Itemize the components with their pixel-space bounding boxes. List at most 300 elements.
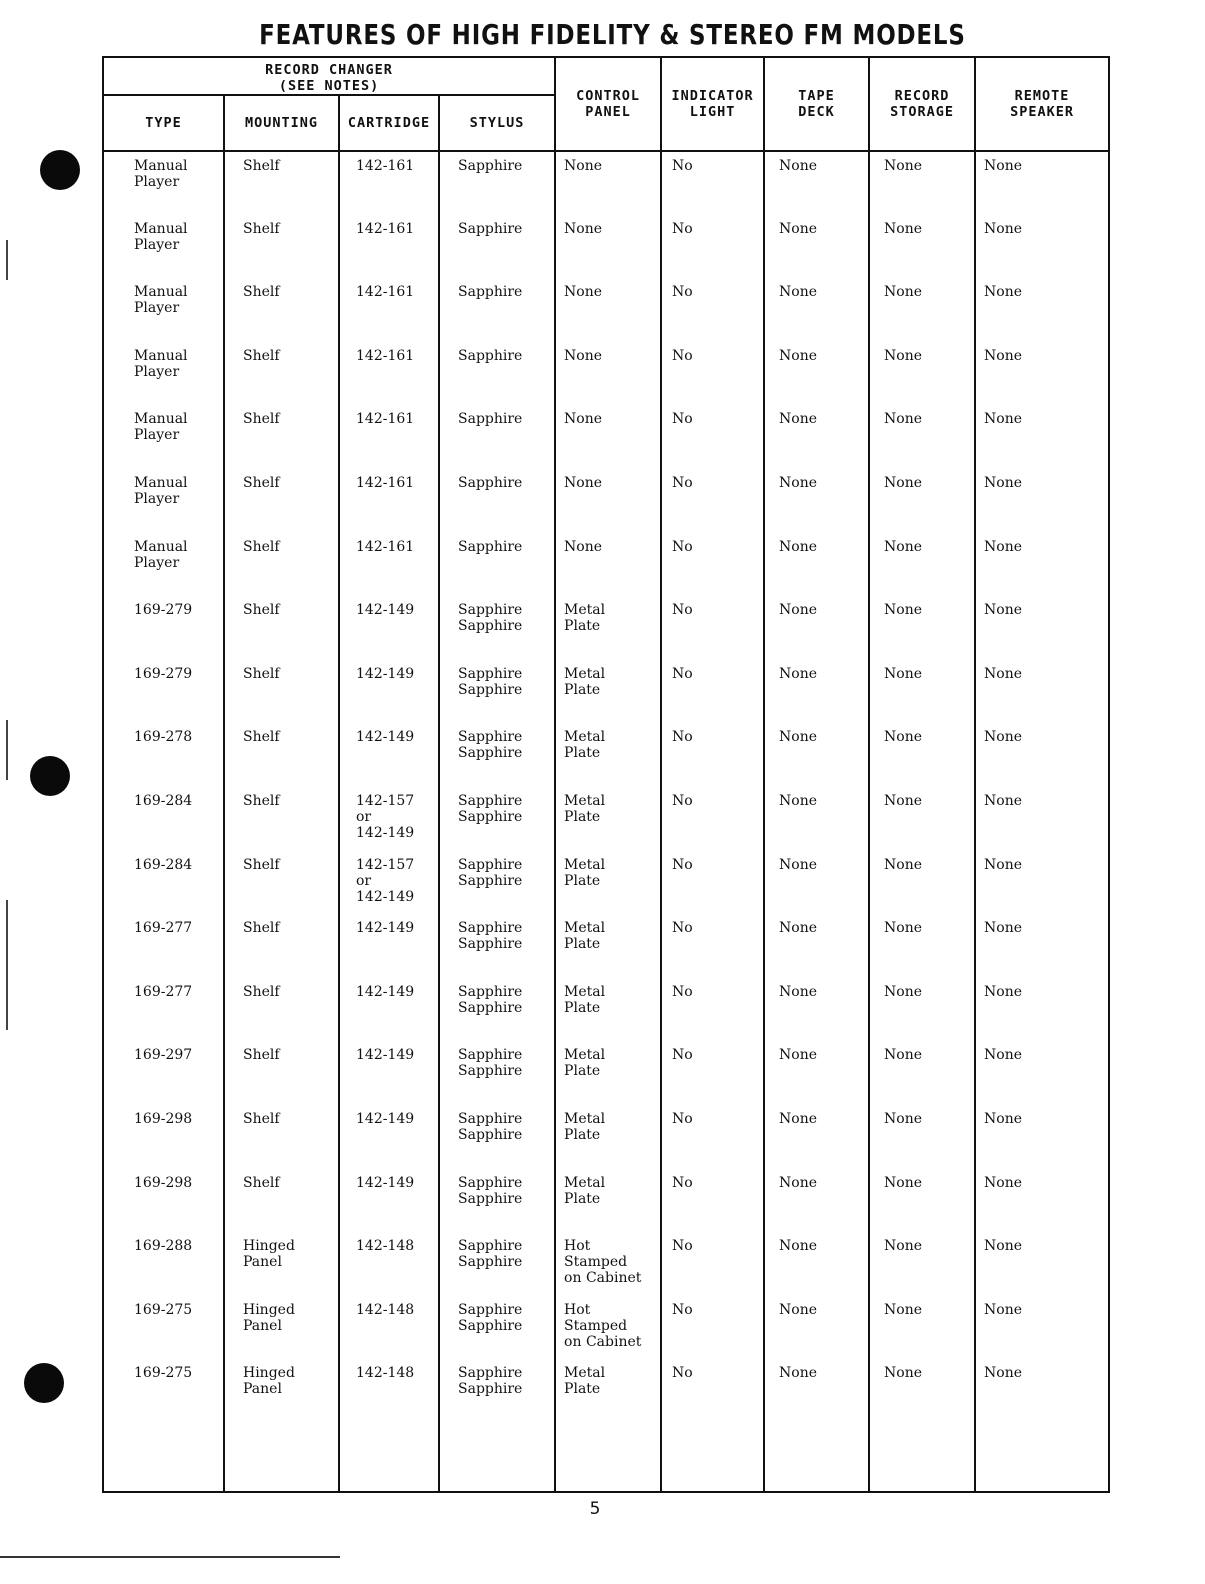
cell-tape-deck-text: None	[779, 665, 818, 682]
cell-control-panel	[555, 278, 661, 342]
cell-control-panel-text: Metal Plate	[564, 602, 606, 635]
cell-tape-deck-text: None	[779, 284, 818, 301]
cell-remote-speaker	[975, 1296, 1109, 1360]
cell-record-storage	[869, 978, 975, 1042]
cell-stylus-text: Sapphire	[458, 158, 523, 174]
cell-control-panel	[555, 533, 661, 597]
cell-type	[103, 151, 224, 215]
cell-remote-speaker-text: None	[984, 474, 1023, 491]
cell-control-panel	[555, 151, 661, 215]
cell-remote-speaker	[975, 151, 1109, 215]
cell-tape-deck	[764, 596, 869, 660]
cell-record-storage-text: None	[884, 347, 923, 364]
cell-type	[103, 787, 224, 851]
cell-control-panel-text: Metal Plate	[564, 665, 606, 698]
cell-mounting-text: Hinged Panel	[243, 1238, 295, 1271]
cell-mounting	[224, 215, 339, 279]
cell-type	[103, 533, 224, 597]
cell-stylus-text: Sapphire Sapphire	[458, 602, 523, 635]
cell-record-storage	[869, 405, 975, 469]
cell-remote-speaker-text: None	[984, 284, 1023, 301]
cell-cartridge-text: 142-148	[356, 1365, 415, 1382]
table-row	[103, 1359, 1109, 1423]
cell-control-panel	[555, 405, 661, 469]
cell-stylus-text: Sapphire Sapphire	[458, 1301, 523, 1334]
table-row	[103, 278, 1109, 342]
cell-cartridge-text: 142-149	[356, 983, 415, 1000]
cell-indicator-light	[661, 1169, 764, 1233]
margin-mark	[6, 720, 8, 780]
cell-stylus	[439, 1169, 555, 1233]
record-changer-group-header: RECORD CHANGER (SEE NOTES)	[103, 57, 555, 95]
cell-indicator-light-text: No	[672, 158, 693, 174]
cell-remote-speaker	[975, 596, 1109, 660]
cell-stylus	[439, 151, 555, 215]
cell-stylus	[439, 215, 555, 279]
cell-stylus	[439, 1359, 555, 1423]
cell-remote-speaker-text: None	[984, 983, 1023, 1000]
cell-cartridge	[339, 660, 439, 724]
cell-cartridge	[339, 1232, 439, 1296]
margin-mark	[6, 900, 8, 1030]
cell-tape-deck	[764, 533, 869, 597]
cell-record-storage	[869, 1169, 975, 1233]
cell-remote-speaker-text: None	[984, 347, 1023, 364]
cell-tape-deck-text: None	[779, 1301, 818, 1318]
cell-mounting	[224, 1041, 339, 1105]
cell-control-panel	[555, 1232, 661, 1296]
cell-cartridge-text: 142-157 or 142-149	[356, 792, 415, 841]
binder-hole-top	[40, 150, 80, 190]
cell-remote-speaker	[975, 469, 1109, 533]
margin-mark	[6, 240, 8, 280]
cell-stylus-text: Sapphire Sapphire	[458, 1365, 523, 1398]
cell-stylus	[439, 1105, 555, 1169]
empty-cell	[439, 1423, 555, 1492]
cell-cartridge	[339, 151, 439, 215]
cell-stylus-text: Sapphire Sapphire	[458, 1047, 523, 1080]
cell-control-panel	[555, 1041, 661, 1105]
cell-indicator-light	[661, 660, 764, 724]
cell-type	[103, 1169, 224, 1233]
cell-type	[103, 978, 224, 1042]
cell-tape-deck-text: None	[779, 474, 818, 491]
cell-stylus-text: Sapphire Sapphire	[458, 665, 523, 698]
cell-remote-speaker-text: None	[984, 158, 1023, 174]
cell-indicator-light-text: No	[672, 1301, 693, 1318]
cell-mounting	[224, 978, 339, 1042]
table-row	[103, 851, 1109, 915]
cell-indicator-light	[661, 533, 764, 597]
cell-indicator-light	[661, 151, 764, 215]
cell-cartridge	[339, 1041, 439, 1105]
cell-tape-deck	[764, 1169, 869, 1233]
cell-stylus-text: Sapphire Sapphire	[458, 1110, 523, 1143]
cell-indicator-light	[661, 1296, 764, 1360]
cell-tape-deck	[764, 342, 869, 406]
cell-stylus-text: Sapphire Sapphire	[458, 856, 523, 889]
cell-tape-deck-text: None	[779, 729, 818, 746]
cell-control-panel-text: None	[564, 158, 603, 174]
cell-remote-speaker	[975, 851, 1109, 915]
cell-record-storage-text: None	[884, 920, 923, 937]
cell-indicator-light-text: No	[672, 1365, 693, 1382]
cell-indicator-light	[661, 723, 764, 787]
cell-type	[103, 342, 224, 406]
cell-mounting	[224, 596, 339, 660]
table-row	[103, 1105, 1109, 1169]
cell-indicator-light-text: No	[672, 983, 693, 1000]
cell-record-storage-text: None	[884, 1365, 923, 1382]
cell-type-text: 169-277	[134, 920, 193, 937]
cell-cartridge-text: 142-161	[356, 284, 415, 301]
cell-type-text: 169-288	[134, 1238, 193, 1255]
cell-indicator-light	[661, 1041, 764, 1105]
cell-remote-speaker	[975, 1105, 1109, 1169]
cell-cartridge-text: 142-161	[356, 538, 415, 555]
cell-type-text: Manual Player	[134, 474, 188, 507]
cell-cartridge	[339, 342, 439, 406]
cell-type	[103, 914, 224, 978]
cell-control-panel-text: Metal Plate	[564, 729, 606, 762]
cell-type	[103, 1232, 224, 1296]
cell-mounting-text: Shelf	[243, 729, 280, 746]
cell-mounting	[224, 787, 339, 851]
cell-control-panel-text: Metal Plate	[564, 983, 606, 1016]
cell-indicator-light	[661, 787, 764, 851]
cell-type-text: 169-275	[134, 1301, 193, 1318]
cell-record-storage-text: None	[884, 1301, 923, 1318]
cell-stylus-text: Sapphire	[458, 284, 523, 301]
cell-tape-deck	[764, 151, 869, 215]
cell-remote-speaker	[975, 342, 1109, 406]
cell-stylus-text: Sapphire	[458, 347, 523, 364]
cell-tape-deck	[764, 1296, 869, 1360]
cell-mounting	[224, 914, 339, 978]
cell-tape-deck	[764, 278, 869, 342]
cell-remote-speaker	[975, 1041, 1109, 1105]
cell-indicator-light-text: No	[672, 1047, 693, 1064]
cell-mounting	[224, 151, 339, 215]
cell-cartridge	[339, 1169, 439, 1233]
cell-remote-speaker-text: None	[984, 411, 1023, 428]
cell-tape-deck-text: None	[779, 1047, 818, 1064]
cell-mounting	[224, 533, 339, 597]
table-row	[103, 723, 1109, 787]
cell-stylus-text: Sapphire Sapphire	[458, 920, 523, 953]
cell-remote-speaker-text: None	[984, 920, 1023, 937]
cell-record-storage-text: None	[884, 474, 923, 491]
cell-mounting	[224, 278, 339, 342]
cell-type-text: Manual Player	[134, 284, 188, 317]
cell-record-storage-text: None	[884, 792, 923, 809]
cell-tape-deck	[764, 851, 869, 915]
cell-remote-speaker-text: None	[984, 538, 1023, 555]
cell-stylus	[439, 596, 555, 660]
cell-mounting	[224, 1169, 339, 1233]
cell-mounting	[224, 405, 339, 469]
cell-record-storage-text: None	[884, 602, 923, 619]
cell-type-text: 169-279	[134, 602, 193, 619]
cell-record-storage	[869, 469, 975, 533]
cell-tape-deck	[764, 787, 869, 851]
cell-control-panel	[555, 1105, 661, 1169]
cell-stylus	[439, 914, 555, 978]
cell-stylus-text: Sapphire	[458, 538, 523, 555]
cell-record-storage	[869, 851, 975, 915]
cell-record-storage	[869, 1041, 975, 1105]
cell-tape-deck	[764, 723, 869, 787]
cell-remote-speaker-text: None	[984, 792, 1023, 809]
cell-stylus	[439, 278, 555, 342]
cell-stylus-text: Sapphire Sapphire	[458, 983, 523, 1016]
cell-mounting-text: Shelf	[243, 920, 280, 937]
cell-cartridge	[339, 215, 439, 279]
cell-record-storage	[869, 787, 975, 851]
cell-record-storage	[869, 1232, 975, 1296]
cell-remote-speaker	[975, 405, 1109, 469]
cell-mounting-text: Shelf	[243, 792, 280, 809]
cell-type	[103, 1105, 224, 1169]
cell-control-panel-text: Metal Plate	[564, 1110, 606, 1143]
cell-stylus-text: Sapphire	[458, 474, 523, 491]
cell-cartridge	[339, 278, 439, 342]
col-header-indicator-light: INDICATOR LIGHT	[661, 57, 764, 151]
cell-control-panel-text: None	[564, 411, 603, 428]
cell-stylus	[439, 533, 555, 597]
binder-hole-middle	[30, 756, 70, 796]
cell-cartridge-text: 142-148	[356, 1301, 415, 1318]
cell-type-text: 169-277	[134, 983, 193, 1000]
cell-cartridge-text: 142-148	[356, 1238, 415, 1255]
table-row	[103, 342, 1109, 406]
cell-remote-speaker	[975, 1169, 1109, 1233]
table-row	[103, 405, 1109, 469]
cell-control-panel	[555, 215, 661, 279]
cell-cartridge	[339, 469, 439, 533]
cell-record-storage-text: None	[884, 729, 923, 746]
cell-cartridge-text: 142-149	[356, 602, 415, 619]
cell-type	[103, 1041, 224, 1105]
table-body	[103, 151, 1109, 1492]
cell-type	[103, 405, 224, 469]
cell-indicator-light-text: No	[672, 856, 693, 873]
cell-remote-speaker-text: None	[984, 1301, 1023, 1318]
cell-tape-deck	[764, 1105, 869, 1169]
cell-record-storage	[869, 278, 975, 342]
table-row	[103, 787, 1109, 851]
cell-stylus	[439, 1296, 555, 1360]
cell-cartridge-text: 142-149	[356, 1110, 415, 1127]
cell-control-panel	[555, 1359, 661, 1423]
cell-control-panel-text: None	[564, 347, 603, 364]
cell-mounting-text: Shelf	[243, 158, 280, 174]
cell-record-storage	[869, 151, 975, 215]
table-row	[103, 151, 1109, 215]
cell-mounting	[224, 1359, 339, 1423]
cell-mounting-text: Shelf	[243, 983, 280, 1000]
cell-indicator-light-text: No	[672, 920, 693, 937]
cell-record-storage	[869, 342, 975, 406]
cell-mounting	[224, 851, 339, 915]
cell-indicator-light	[661, 851, 764, 915]
cell-stylus-text: Sapphire	[458, 220, 523, 237]
cell-mounting	[224, 1105, 339, 1169]
cell-tape-deck	[764, 405, 869, 469]
cell-control-panel-text: None	[564, 474, 603, 491]
cell-indicator-light-text: No	[672, 1110, 693, 1127]
table-row	[103, 914, 1109, 978]
cell-indicator-light-text: No	[672, 284, 693, 301]
cell-indicator-light-text: No	[672, 1174, 693, 1191]
cell-mounting	[224, 723, 339, 787]
cell-record-storage	[869, 533, 975, 597]
cell-control-panel	[555, 342, 661, 406]
cell-remote-speaker-text: None	[984, 220, 1023, 237]
cell-remote-speaker-text: None	[984, 856, 1023, 873]
cell-tape-deck-text: None	[779, 347, 818, 364]
empty-cell	[975, 1423, 1109, 1492]
cell-remote-speaker-text: None	[984, 1047, 1023, 1064]
cell-cartridge-text: 142-157 or 142-149	[356, 856, 415, 905]
cell-tape-deck	[764, 978, 869, 1042]
cell-stylus	[439, 1041, 555, 1105]
cell-control-panel-text: Metal Plate	[564, 792, 606, 825]
cell-tape-deck	[764, 469, 869, 533]
cell-record-storage-text: None	[884, 665, 923, 682]
page-title: FEATURES OF HIGH FIDELITY & STEREO FM MODELS	[259, 18, 966, 51]
cell-indicator-light	[661, 278, 764, 342]
cell-stylus-text: Sapphire Sapphire	[458, 1174, 523, 1207]
cell-record-storage-text: None	[884, 1174, 923, 1191]
cell-cartridge	[339, 1296, 439, 1360]
cell-remote-speaker	[975, 215, 1109, 279]
cell-control-panel	[555, 914, 661, 978]
cell-control-panel-text: Metal Plate	[564, 1365, 606, 1398]
cell-type-text: Manual Player	[134, 411, 188, 444]
cell-cartridge	[339, 851, 439, 915]
cell-type	[103, 1359, 224, 1423]
cell-record-storage-text: None	[884, 1238, 923, 1255]
cell-record-storage-text: None	[884, 284, 923, 301]
cell-tape-deck-text: None	[779, 220, 818, 237]
cell-mounting	[224, 660, 339, 724]
table-row	[103, 1232, 1109, 1296]
cell-remote-speaker-text: None	[984, 1110, 1023, 1127]
cell-mounting	[224, 1232, 339, 1296]
cell-record-storage-text: None	[884, 1110, 923, 1127]
cell-control-panel-text: None	[564, 284, 603, 301]
cell-stylus	[439, 469, 555, 533]
cell-control-panel	[555, 851, 661, 915]
cell-control-panel	[555, 1296, 661, 1360]
cell-cartridge-text: 142-161	[356, 347, 415, 364]
cell-control-panel	[555, 1169, 661, 1233]
cell-cartridge-text: 142-161	[356, 158, 415, 174]
cell-record-storage	[869, 215, 975, 279]
bottom-rule	[0, 1556, 340, 1558]
table-row	[103, 660, 1109, 724]
table-row	[103, 1169, 1109, 1233]
cell-mounting-text: Shelf	[243, 220, 280, 237]
cell-cartridge-text: 142-149	[356, 665, 415, 682]
cell-indicator-light-text: No	[672, 1238, 693, 1255]
cell-mounting	[224, 1296, 339, 1360]
cell-mounting-text: Shelf	[243, 665, 280, 682]
cell-record-storage	[869, 723, 975, 787]
cell-cartridge	[339, 596, 439, 660]
cell-remote-speaker	[975, 1359, 1109, 1423]
cell-control-panel-text: Hot Stamped on Cabinet	[564, 1238, 642, 1287]
cell-indicator-light	[661, 1105, 764, 1169]
cell-remote-speaker-text: None	[984, 729, 1023, 746]
cell-cartridge	[339, 1359, 439, 1423]
col-header-type: TYPE	[103, 95, 224, 151]
cell-remote-speaker	[975, 278, 1109, 342]
cell-type-text: 169-275	[134, 1365, 193, 1382]
cell-indicator-light	[661, 405, 764, 469]
cell-indicator-light	[661, 342, 764, 406]
cell-stylus	[439, 851, 555, 915]
cell-type-text: Manual Player	[134, 158, 188, 190]
cell-mounting	[224, 469, 339, 533]
cell-record-storage-text: None	[884, 411, 923, 428]
cell-stylus	[439, 978, 555, 1042]
cell-indicator-light-text: No	[672, 411, 693, 428]
cell-indicator-light	[661, 215, 764, 279]
cell-type-text: 169-278	[134, 729, 193, 746]
cell-remote-speaker-text: None	[984, 1174, 1023, 1191]
cell-type-text: Manual Player	[134, 220, 188, 253]
cell-indicator-light-text: No	[672, 729, 693, 746]
cell-type	[103, 851, 224, 915]
cell-remote-speaker-text: None	[984, 602, 1023, 619]
cell-tape-deck-text: None	[779, 538, 818, 555]
cell-type	[103, 660, 224, 724]
cell-control-panel-text: None	[564, 538, 603, 555]
cell-control-panel	[555, 978, 661, 1042]
cell-stylus-text: Sapphire	[458, 411, 523, 428]
cell-type	[103, 1296, 224, 1360]
empty-cell	[764, 1423, 869, 1492]
cell-record-storage	[869, 1296, 975, 1360]
cell-cartridge-text: 142-161	[356, 474, 415, 491]
empty-cell	[661, 1423, 764, 1492]
cell-control-panel	[555, 660, 661, 724]
cell-stylus	[439, 405, 555, 469]
cell-type-text: 169-297	[134, 1047, 193, 1064]
empty-cell	[339, 1423, 439, 1492]
cell-tape-deck-text: None	[779, 1174, 818, 1191]
empty-cell	[224, 1423, 339, 1492]
empty-cell	[103, 1423, 224, 1492]
cell-cartridge-text: 142-149	[356, 1047, 415, 1064]
cell-record-storage-text: None	[884, 856, 923, 873]
empty-cell	[869, 1423, 975, 1492]
table-row	[103, 1041, 1109, 1105]
cell-record-storage	[869, 596, 975, 660]
cell-tape-deck-text: None	[779, 1110, 818, 1127]
cell-mounting	[224, 342, 339, 406]
cell-control-panel-text: Metal Plate	[564, 856, 606, 889]
cell-control-panel-text: Metal Plate	[564, 1174, 606, 1207]
table-row	[103, 596, 1109, 660]
cell-record-storage-text: None	[884, 158, 923, 174]
cell-cartridge	[339, 723, 439, 787]
cell-stylus	[439, 1232, 555, 1296]
cell-cartridge	[339, 787, 439, 851]
cell-record-storage	[869, 1105, 975, 1169]
